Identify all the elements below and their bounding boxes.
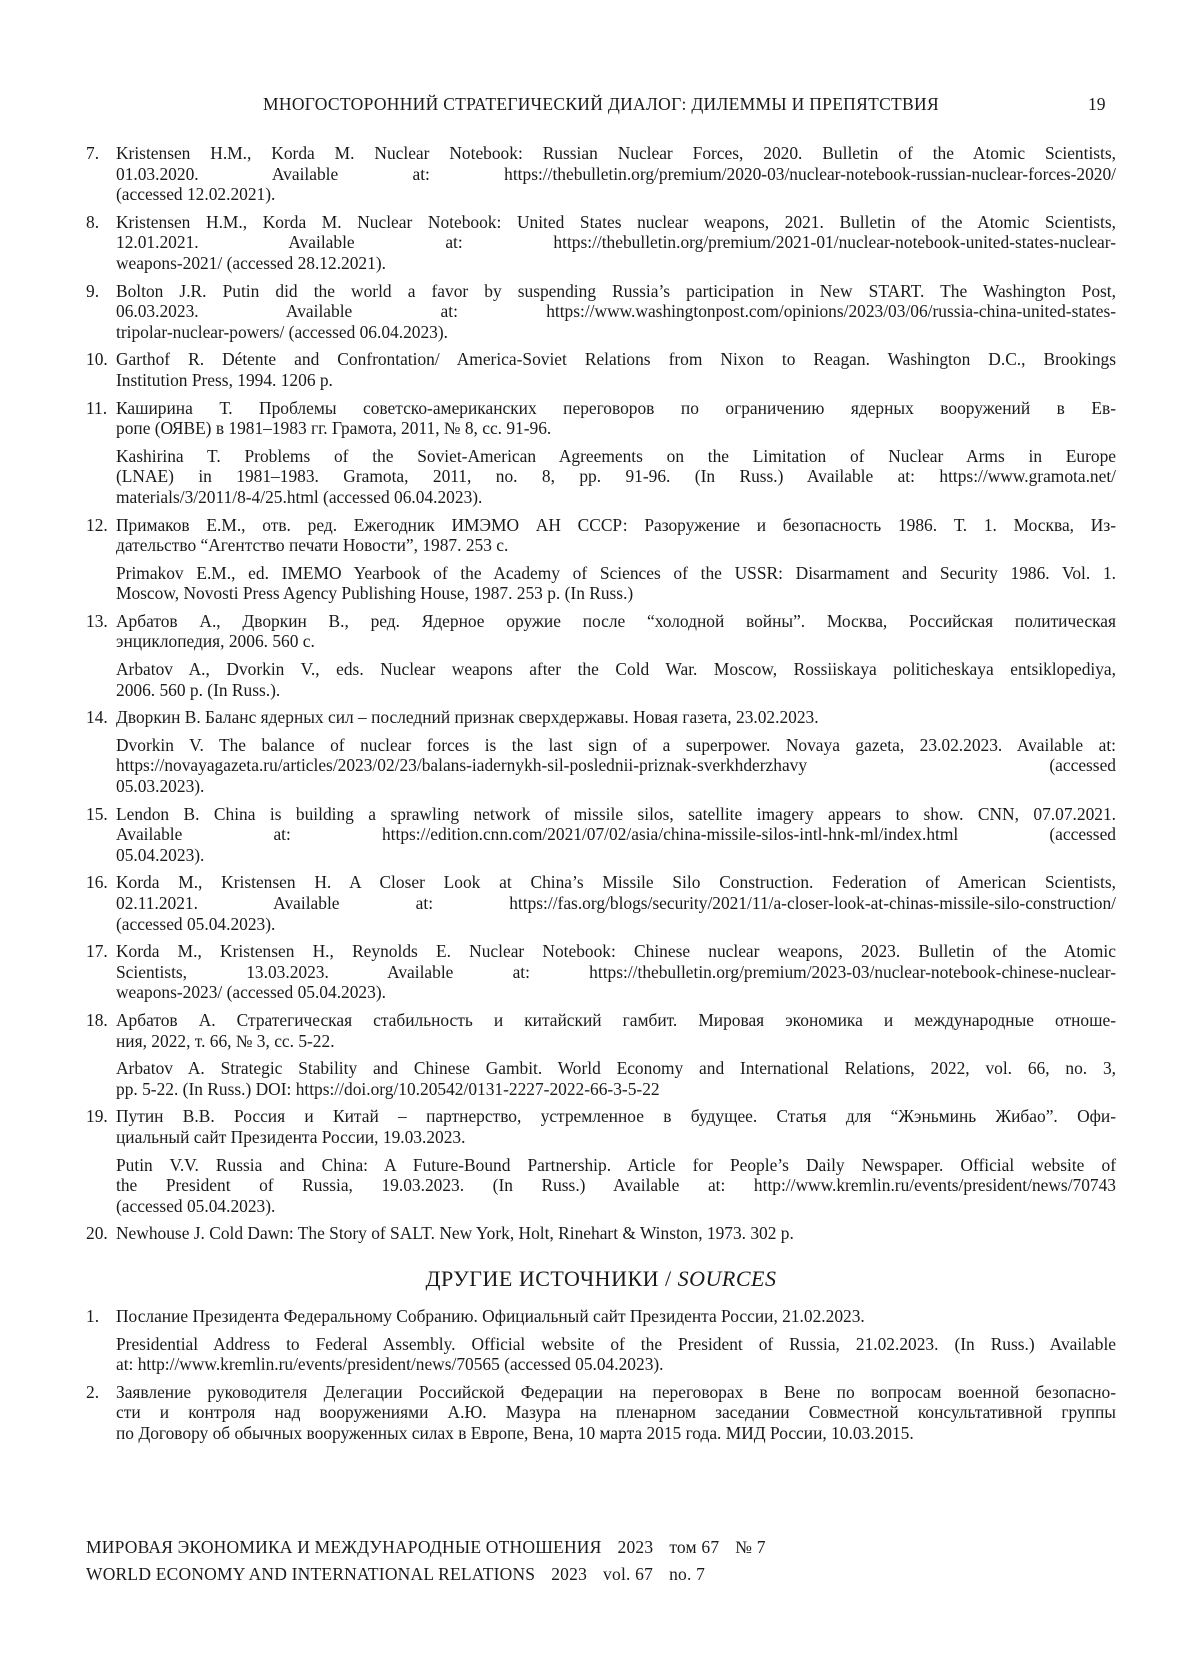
- reference-line: https://novayagazeta.ru/articles/2023/02/23/balans-iadernykh-sil-poslednii-priznak-sverkhderzhavy (accessed: [116, 755, 1116, 776]
- sources-entries: [86, 1306, 1116, 1444]
- source-line: Послание Президента Федеральному Собранию. Официальный сайт Президента России, 21.02.2023.: [116, 1305, 865, 1326]
- reference-line: Примаков Е.М., отв. ред. Ежегодник ИМЭМО АН СССР: Разоружение и безопасность 1986. Т. 1. Москва, Из-: [116, 514, 1116, 535]
- reference-line: Available at: https://edition.cnn.com/2021/07/02/asia/china-missile-silos-intl-hnk-ml/index.html (accessed: [116, 824, 1116, 845]
- reference-line: 02.11.2021. Available at: https://fas.org/blogs/security/2021/11/a-closer-look-at-chinas-missile-silo-construction/: [116, 893, 1116, 913]
- source-paragraph: [116, 1306, 1116, 1327]
- reference-text: [116, 398, 1116, 508]
- reference-paragraph: [116, 1155, 1116, 1217]
- reference-number: 14.: [86, 707, 108, 728]
- footer-en-journal: WORLD ECONOMY AND INTERNATIONAL RELATIONS: [86, 1564, 536, 1584]
- footer-ru: [86, 1534, 782, 1561]
- reference-line: 2006. 560 p. (In Russ.).: [116, 679, 281, 700]
- reference-line: (accessed 12.02.2021).: [116, 184, 276, 205]
- reference-line: Putin V.V. Russia and China: A Future-Bound Partnership. Article for People’s Daily Newspaper. Official website of: [116, 1154, 1116, 1175]
- reference-line: циальный сайт Президента России, 19.03.2023.: [116, 1126, 466, 1147]
- reference-item: [86, 941, 1116, 1003]
- reference-item: [86, 1223, 1116, 1244]
- reference-line: (accessed 05.04.2023).: [116, 1195, 276, 1216]
- reference-item: [86, 281, 1116, 343]
- reference-item: [86, 872, 1116, 934]
- references-entries: [86, 143, 1116, 1244]
- source-item: [86, 1306, 1116, 1375]
- reference-item: [86, 1010, 1116, 1099]
- footer-en-year: 2023: [551, 1564, 588, 1584]
- reference-paragraph: [116, 1010, 1116, 1051]
- reference-line: Korda M., Kristensen H., Reynolds E. Nuclear Notebook: Chinese nuclear weapons, 2023. Bulletin of the Atomic: [116, 941, 1116, 962]
- reference-item: [86, 212, 1116, 274]
- reference-line: Bolton J.R. Putin did the world a favor by suspending Russia’s participation in New START. The Washington Post,: [116, 280, 1116, 301]
- reference-item: [86, 349, 1116, 390]
- reference-text: [116, 1106, 1116, 1216]
- source-number: 1.: [86, 1305, 100, 1326]
- reference-number: 8.: [86, 211, 100, 232]
- reference-paragraph: [116, 1058, 1116, 1099]
- reference-line: Korda M., Kristensen H. A Closer Look at China’s Missile Silo Construction. Federation of American Scientists,: [116, 872, 1116, 893]
- reference-line: Путин В.В. Россия и Китай – партнерство, устремленное в будущее. Статья для “Жэньминь Жибао”. Офи-: [116, 1106, 1116, 1127]
- reference-paragraph: [116, 707, 1116, 728]
- reference-line: Scientists, 13.03.2023. Available at: https://thebulletin.org/premium/2023-03/nuclear-notebook-chinese-nuclear-: [116, 961, 1116, 982]
- reference-number: 16.: [86, 872, 108, 893]
- source-line: сти и контроля над вооружениями А.Ю. Мазура на пленарном заседании Совместной консультативной группы: [116, 1402, 1116, 1423]
- reference-number: 7.: [86, 143, 100, 163]
- reference-paragraph: [116, 349, 1116, 390]
- reference-line: weapons-2021/ (accessed 28.12.2021).: [116, 252, 386, 273]
- reference-item: [86, 398, 1116, 508]
- reference-paragraph: [116, 804, 1116, 866]
- reference-number: 12.: [86, 514, 108, 535]
- reference-item: [86, 707, 1116, 796]
- source-line: Presidential Address to Federal Assembly. Official website of the President of Russia, 21.02.2023. (In Russ.) Available: [116, 1333, 1116, 1354]
- reference-line: Moscow, Novosti Press Agency Publishing House, 1987. 253 p. (In Russ.): [116, 583, 634, 604]
- reference-text: [116, 707, 1116, 796]
- reference-text: [116, 281, 1116, 343]
- reference-item: [86, 143, 1116, 205]
- reference-line: 12.01.2021. Available at: https://thebulletin.org/premium/2021-01/nuclear-notebook-united-states-nuclear-: [116, 232, 1116, 253]
- reference-item: [86, 804, 1116, 866]
- reference-number: 19.: [86, 1106, 108, 1127]
- reference-line: Дворкин В. Баланс ядерных сил – последний признак сверхдержавы. Новая газета, 23.02.2023.: [116, 707, 819, 728]
- reference-number: 17.: [86, 941, 108, 962]
- reference-line: Kristensen H.M., Korda M. Nuclear Notebook: United States nuclear weapons, 2021. Bulletin of the Atomic Scientists,: [116, 211, 1116, 232]
- sources-heading: [86, 1266, 1116, 1292]
- source-line: по Договору об обычных вооруженных силах в Европе, Вена, 10 марта 2015 года. МИД России, 10.03.2015.: [116, 1422, 914, 1443]
- reference-paragraph: [116, 143, 1116, 205]
- journal-footer: [86, 1534, 782, 1588]
- page-number: 19: [1088, 94, 1106, 114]
- reference-text: [116, 143, 1116, 205]
- reference-line: Primakov E.M., ed. IMEMO Yearbook of the Academy of Sciences of the USSR: Disarmament and Security 1986. Vol. 1.: [116, 562, 1116, 583]
- reference-text: [116, 515, 1116, 604]
- reference-line: Lendon B. China is building a sprawling network of missile silos, satellite imagery appears to show. CNN, 07.07.2021.: [116, 803, 1116, 824]
- source-paragraph: [116, 1382, 1116, 1444]
- source-paragraph: [116, 1334, 1116, 1375]
- reference-text: [116, 1010, 1116, 1099]
- reference-paragraph: [116, 398, 1116, 439]
- reference-number: 20.: [86, 1223, 108, 1244]
- running-head: МНОГОСТОРОННИЙ СТРАТЕГИЧЕСКИЙ ДИАЛОГ: ДИЛЕММЫ И ПРЕПЯТСТВИЯ: [263, 94, 939, 114]
- reference-number: 10.: [86, 349, 108, 370]
- reference-line: materials/3/2011/8-4/25.html (accessed 06.04.2023).: [116, 486, 483, 507]
- reference-line: Арбатов А. Стратегическая стабильность и китайский гамбит. Мировая экономика и международные отноше-: [116, 1009, 1116, 1030]
- reference-item: [86, 1106, 1116, 1216]
- footer-ru-issue: № 7: [735, 1537, 766, 1557]
- reference-line: ропе (ОЯВЕ) в 1981–1983 гг. Грамота, 2011, № 8, сс. 91-96.: [116, 418, 552, 439]
- footer-en-volume: vol. 67: [603, 1564, 654, 1584]
- source-line: Заявление руководителя Делегации Российской Федерации на переговорах в Вене по вопросам военной безопасно-: [116, 1381, 1116, 1402]
- reference-number: 15.: [86, 803, 108, 824]
- reference-item: [86, 611, 1116, 700]
- reference-line: Арбатов А., Дворкин В., ред. Ядерное оружие после “холодной войны”. Москва, Российская политическая: [116, 610, 1116, 631]
- reference-line: Каширина Т. Проблемы советско-американских переговоров по ограничению ядерных вооружений в Ев-: [116, 397, 1116, 418]
- source-item: [86, 1382, 1116, 1444]
- reference-paragraph: [116, 872, 1116, 934]
- references-list: [86, 143, 1116, 1450]
- reference-line: tripolar-nuclear-powers/ (accessed 06.04.2023).: [116, 321, 449, 342]
- reference-line: Dvorkin V. The balance of nuclear forces is the last sign of a superpower. Novaya gazeta, 23.02.2023. Available at:: [116, 734, 1116, 755]
- source-number: 2.: [86, 1381, 100, 1402]
- reference-paragraph: [116, 281, 1116, 343]
- reference-text: [116, 212, 1116, 274]
- reference-text: [116, 1223, 1116, 1244]
- sources-heading-italic: SOURCES: [677, 1265, 777, 1291]
- reference-line: ния, 2022, т. 66, № 3, сс. 5-22.: [116, 1030, 335, 1051]
- reference-line: weapons-2023/ (accessed 05.04.2023).: [116, 982, 386, 1003]
- footer-ru-volume: том 67: [669, 1537, 720, 1557]
- reference-text: [116, 941, 1116, 1003]
- reference-paragraph: [116, 735, 1116, 797]
- reference-line: (accessed 05.04.2023).: [116, 913, 276, 934]
- reference-paragraph: [116, 563, 1116, 604]
- reference-line: the President of Russia, 19.03.2023. (In Russ.) Available at: http://www.kremlin.ru/events/president/news/70743: [116, 1175, 1116, 1196]
- reference-line: 05.03.2023).: [116, 776, 205, 797]
- reference-paragraph: [116, 941, 1116, 1003]
- reference-paragraph: [116, 212, 1116, 274]
- footer-ru-year: 2023: [617, 1537, 654, 1557]
- reference-line: дательство “Агентство печати Новости”, 1987. 253 с.: [116, 535, 509, 556]
- reference-paragraph: [116, 1223, 1116, 1244]
- reference-number: 9.: [86, 280, 100, 301]
- reference-text: [116, 611, 1116, 700]
- reference-paragraph: [116, 611, 1116, 652]
- reference-line: энциклопедия, 2006. 560 с.: [116, 631, 315, 652]
- reference-paragraph: [116, 515, 1116, 556]
- reference-line: pp. 5-22. (In Russ.) DOI: https://doi.org/10.20542/0131-2227-2022-66-3-5-22: [116, 1078, 660, 1099]
- reference-line: Newhouse J. Cold Dawn: The Story of SALT. New York, Holt, Rinehart & Winston, 1973. 302 p.: [116, 1223, 794, 1244]
- reference-number: 18.: [86, 1009, 108, 1030]
- reference-line: Garthof R. Détente and Confrontation/ America-Soviet Relations from Nixon to Reagan. Washington D.C., Brookings: [116, 349, 1116, 370]
- reference-line: Institution Press, 1994. 1206 p.: [116, 369, 333, 390]
- reference-line: Kashirina T. Problems of the Soviet-American Agreements on the Limitation of Nuclear Arms in Europe: [116, 445, 1116, 466]
- sources-heading-text: ДРУГИЕ ИСТОЧНИКИ /: [425, 1265, 678, 1291]
- footer-en: [86, 1561, 782, 1588]
- reference-line: Arbatov A. Strategic Stability and Chinese Gambit. World Economy and International Relations, 2022, vol. 66, no. 3,: [116, 1058, 1116, 1079]
- source-line: at: http://www.kremlin.ru/events/president/news/70565 (accessed 05.04.2023).: [116, 1354, 664, 1375]
- reference-line: (LNAE) in 1981–1983. Gramota, 2011, no. 8, pp. 91-96. (In Russ.) Available at: https://www.gramota.net/: [116, 466, 1116, 487]
- footer-ru-journal: МИРОВАЯ ЭКОНОМИКА И МЕЖДУНАРОДНЫЕ ОТНОШЕНИЯ: [86, 1537, 602, 1557]
- reference-item: [86, 515, 1116, 604]
- source-text: [116, 1382, 1116, 1444]
- reference-line: 05.04.2023).: [116, 844, 205, 865]
- reference-line: Arbatov A., Dvorkin V., eds. Nuclear weapons after the Cold War. Moscow, Rossiiskaya politicheskaya entsiklopediya,: [116, 659, 1116, 680]
- reference-text: [116, 349, 1116, 390]
- reference-line: 06.03.2023. Available at: https://www.washingtonpost.com/opinions/2023/03/06/russia-china-united-states-: [116, 301, 1116, 322]
- reference-text: [116, 872, 1116, 934]
- reference-paragraph: [116, 446, 1116, 508]
- footer-en-issue: no. 7: [669, 1564, 706, 1584]
- reference-line: Kristensen H.M., Korda M. Nuclear Notebook: Russian Nuclear Forces, 2020. Bulletin of the Atomic Scientists,: [116, 143, 1116, 163]
- reference-line: 01.03.2020. Available at: https://thebulletin.org/premium/2020-03/nuclear-notebook-russian-nuclear-forces-2020/: [116, 163, 1116, 184]
- reference-number: 13.: [86, 610, 108, 631]
- reference-number: 11.: [86, 397, 108, 418]
- reference-paragraph: [116, 1106, 1116, 1147]
- reference-text: [116, 804, 1116, 866]
- reference-paragraph: [116, 659, 1116, 700]
- source-text: [116, 1306, 1116, 1375]
